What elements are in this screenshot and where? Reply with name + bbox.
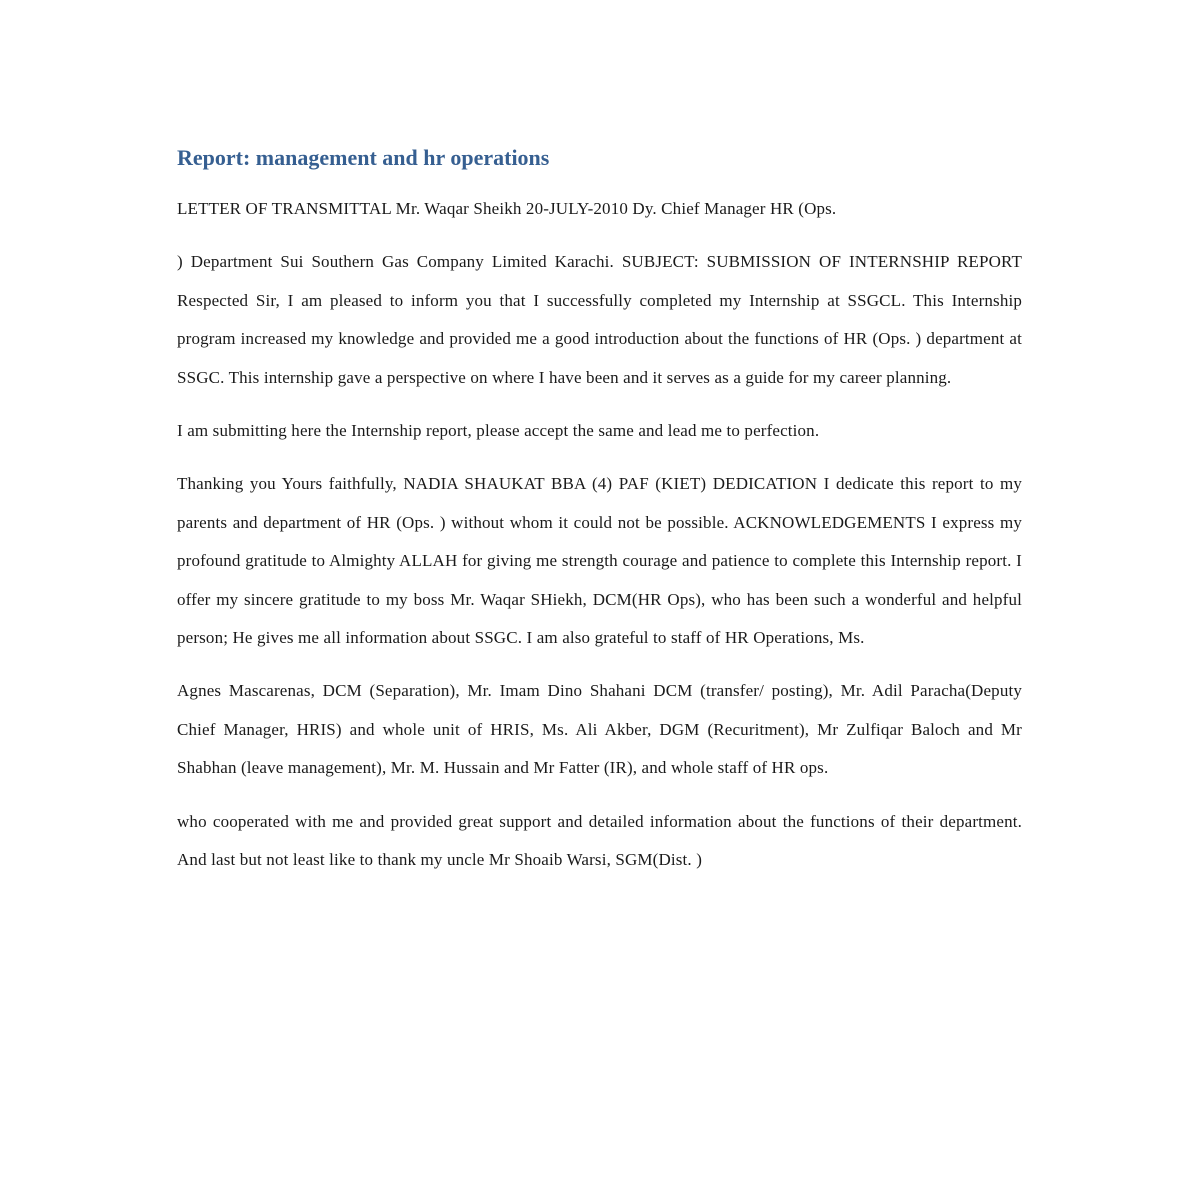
paragraph-staff-thanks: Agnes Mascarenas, DCM (Separation), Mr. Imam Dino Shahani DCM (transfer/ posting), Mr. Adil Paracha(Deputy Chief Manager, HRIS) and whole unit of HRIS, Ms. Ali Akber, DGM (Recuritment), Mr Zulfiqar Baloch and Mr Shabhan (leave management), Mr. M. Hussain and Mr Fatter (IR), and whole staff of HR ops. [177,681,1022,778]
paragraph-dedication-acknowledgements: Thanking you Yours faithfully, NADIA SHAUKAT BBA (4) PAF (KIET) DEDICATION I dedicate this report to my parents and department of HR (Ops. ) without whom it could not be possible. ACKNOWLEDGEMENTS I express my profound gratitude to Almighty ALLAH for giving me strength courage and patience to complete this Internship report. I offer my sincere gratitude to my boss Mr. Waqar SHiekh, DCM(HR Ops), who has been such a wonderful and helpful person; He gives me all information about SSGC. I am also grateful to staff of HR Operations, Ms. [177,474,1022,648]
paragraph-closing: who cooperated with me and provided great support and detailed information about the functions of their department. And last but not least like to thank my uncle Mr Shoaib Warsi, SGM(Dist. ) [177,811,1022,870]
paragraph-subject: ) Department Sui Southern Gas Company Limited Karachi. SUBJECT: SUBMISSION OF INTERNSHIP REPORT Respected Sir, I am pleased to inform you that I successfully completed my Internship at SSGCL. This Internship program increased my knowledge and provided me a good introduction about the functions of HR (Ops. ) department at SSGC. This internship gave a perspective on where I have been and it serves as a guide for my career planning. [177,252,1022,387]
document-page [177,140,1022,895]
paragraph-submission: I am submitting here the Internship report, please accept the same and lead me to perfection. [177,421,820,441]
document-title: Report: management and hr operations [177,145,550,170]
paragraph-transmittal-header: LETTER OF TRANSMITTAL Mr. Waqar Sheikh 20-JULY-2010 Dy. Chief Manager HR (Ops. [177,199,837,218]
